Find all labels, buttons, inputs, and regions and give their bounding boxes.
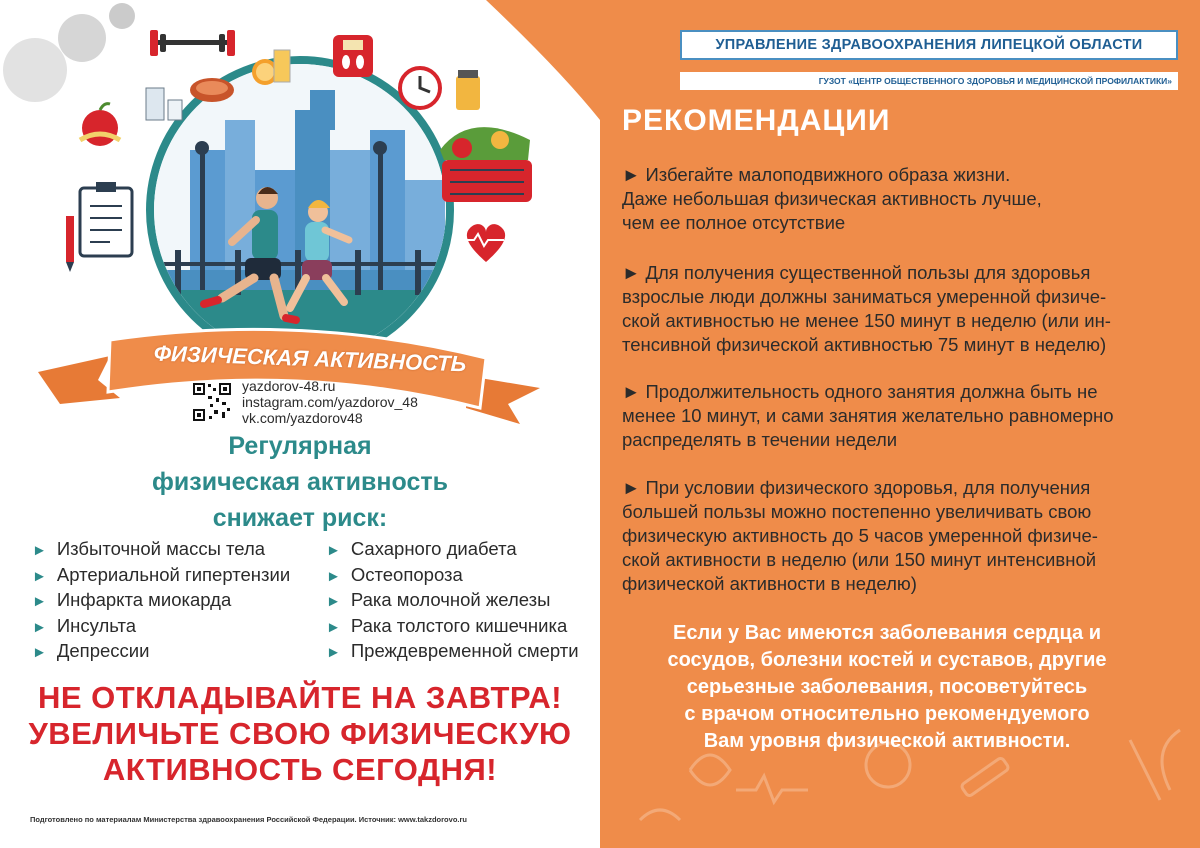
recommendation-line: ской активностью не менее 150 минут в неделю (или ин- — [622, 310, 1111, 331]
org-title: УПРАВЛЕНИЕ ЗДРАВООХРАНЕНИЯ ЛИПЕЦКОЙ ОБЛАСТИ — [680, 30, 1178, 60]
list-item: ► Депрессии — [32, 640, 150, 661]
recommendation-line: менее 10 минут, и сами занятия желательно равномерно — [622, 405, 1114, 426]
list-item: ► Сахарного диабета — [326, 538, 517, 559]
risk-title-line: снижает риск: — [212, 504, 388, 532]
risk-title — [120, 428, 480, 536]
risk-title-line: Регулярная — [228, 432, 372, 460]
callout-line: УВЕЛИЧЬТЕ СВОЮ ФИЗИЧЕСКУЮ — [28, 716, 572, 751]
recommendation-line: ► При условии физического здоровья, для получения — [622, 477, 1091, 498]
list-item: ► Рака молочной железы — [326, 589, 551, 610]
arrow-icon: ► — [326, 542, 341, 559]
list-item: ► Инсульта — [32, 614, 137, 636]
call-to-action — [0, 680, 600, 788]
banner-title: ФИЗИЧЕСКАЯ АКТИВНОСТЬ — [153, 340, 467, 377]
arrow-icon: ► — [32, 593, 47, 610]
risk-title-line: физическая активность — [152, 468, 448, 496]
recommendation-line: большей пользы можно постепенно увеличивать свою — [622, 501, 1092, 522]
social-links — [242, 378, 418, 426]
org-subtitle: ГУЗОТ «ЦЕНТР ОБЩЕСТВЕННОГО ЗДОРОВЬЯ И МЕДИЦИНСКОЙ ПРОФИЛАКТИКИ» — [680, 72, 1178, 90]
recommendation-line: взрослые люди должны заниматься умеренной физиче- — [622, 286, 1107, 307]
source-footnote: Подготовлено по материалам Министерства здравоохранения Российской Федерации. Источник: www.takzdorovo.ru — [30, 815, 467, 824]
recommendation-line: ской активности в неделю (или 150 минут интенсивной — [622, 549, 1097, 570]
apple-tape-icon — [80, 104, 120, 146]
recommendation-line: ► Для получения существенной пользы для здоровья — [622, 262, 1091, 283]
list-item: ► Преждевременной смерти — [326, 640, 579, 661]
scale-icon — [333, 35, 373, 77]
recommendation-line: ► Продолжительность одного занятия должна быть не — [622, 381, 1098, 402]
risk-list-right — [326, 537, 579, 665]
vk-link[interactable]: vk.com/yazdorov48 — [242, 410, 363, 426]
meat-icon — [190, 78, 234, 102]
arrow-icon: ► — [32, 618, 47, 636]
recommendation-line: физическую активность до 5 часов умеренной физиче- — [622, 525, 1098, 546]
advice-line: Если у Вас имеются заболевания сердца и — [673, 622, 1101, 644]
list-item: ► Избыточной массы тела — [32, 538, 266, 559]
clock-icon — [400, 68, 440, 108]
arrow-icon: ► — [32, 567, 47, 585]
doctor-advice — [612, 620, 1162, 755]
recommendation-line: чем ее полное отсутствие — [622, 212, 846, 233]
recommendation-item — [622, 163, 1162, 235]
pencil-icon — [66, 216, 74, 272]
list-item: ► Инфаркта миокарда — [32, 589, 232, 610]
website-link[interactable]: yazdorov-48.ru — [242, 378, 336, 394]
heartbeat-icon — [466, 224, 505, 262]
qr-code-icon[interactable] — [192, 382, 232, 422]
runners-illustration — [150, 60, 450, 360]
arrow-icon: ► — [326, 644, 341, 661]
list-item: ► Рака толстого кишечника — [326, 614, 568, 636]
instagram-link[interactable]: instagram.com/yazdorov_48 — [242, 394, 418, 410]
recommendation-line: ► Избегайте малоподвижного образа жизни. — [622, 164, 1011, 185]
milk-icon — [146, 88, 182, 120]
dumbbell-icon — [150, 30, 235, 56]
arrow-icon: ► — [32, 542, 47, 559]
risk-list-left — [32, 537, 290, 665]
recommendation-line: распределять в течении недели — [622, 429, 898, 450]
arrow-icon: ► — [326, 567, 341, 585]
recommendation-item — [622, 261, 1162, 357]
recommendation-item — [622, 380, 1162, 452]
recommendation-item — [622, 476, 1162, 596]
advice-line: с врачом относительно рекомендуемого — [684, 703, 1090, 725]
recommendations-heading: РЕКОМЕНДАЦИИ — [622, 104, 891, 137]
list-item: ► Остеопороза — [326, 563, 463, 585]
advice-line: серьезные заболевания, посоветуйтесь — [686, 676, 1088, 698]
recommendation-line: Даже небольшая физическая активность лучше, — [622, 188, 1042, 209]
vitamins-icon — [456, 70, 480, 110]
arrow-icon: ► — [326, 593, 341, 610]
recommendation-line: тенсивной физической активностью 75 минут в неделю) — [622, 334, 1107, 355]
arrow-icon: ► — [32, 644, 47, 661]
clipboard-icon — [80, 182, 132, 256]
advice-line: сосудов, болезни костей и суставов, другие — [667, 649, 1107, 671]
vegetable-basket-icon — [440, 127, 532, 202]
callout-line: АКТИВНОСТЬ СЕГОДНЯ! — [102, 752, 498, 787]
advice-line: Вам уровня физической активности. — [703, 730, 1071, 752]
callout-line: НЕ ОТКЛАДЫВАЙТЕ НА ЗАВТРА! — [37, 680, 563, 715]
arrow-icon: ► — [326, 618, 341, 636]
drink-icon — [274, 50, 290, 82]
list-item: ► Артериальной гипертензии — [32, 563, 291, 585]
recommendation-line: физической активности в неделю) — [622, 573, 917, 594]
